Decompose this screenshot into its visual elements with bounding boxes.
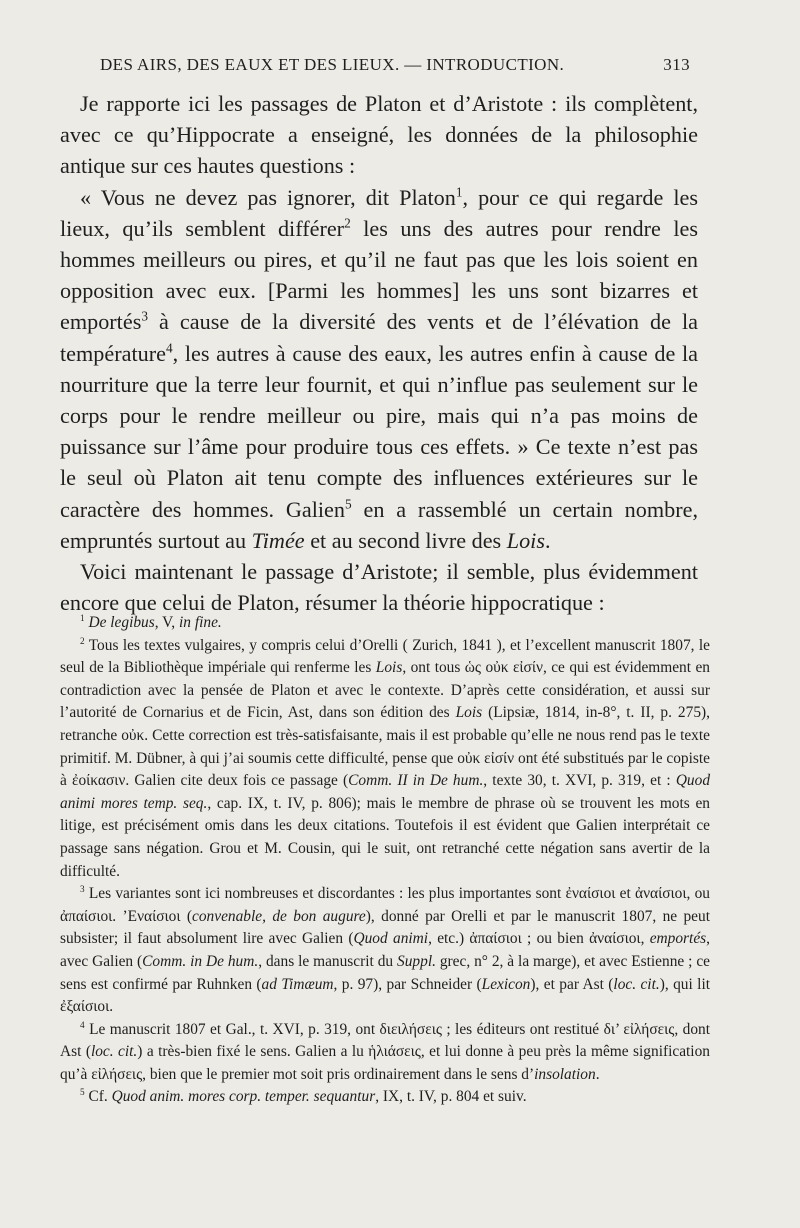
text-run: , IX, t. IV, p. 804 et suiv. <box>375 1088 527 1106</box>
text-run: . <box>595 1065 600 1083</box>
running-title: DES AIRS, DES EAUX ET DES LIEUX. — INTRODUCTION. <box>100 55 565 74</box>
italic-text: Suppl. <box>397 952 436 970</box>
footnote-ref: 1 <box>455 184 463 200</box>
italic-text: Quod animi <box>353 930 429 948</box>
paragraph-3: Voici maintenant le passage d’Aristote; il semble, plus évidemment encore que celui de Platon, résumer la théorie hippocratique : <box>60 559 698 616</box>
footnote-ref: 2 <box>344 215 351 231</box>
footnote-mark: 1 <box>80 612 85 623</box>
text-run: à cause de la diversité des vents et de l’élévation de la température <box>60 309 698 366</box>
italic-title: Timée <box>251 527 305 553</box>
text-run: . <box>544 527 551 553</box>
italic-text: Quod anim. mores corp. temper. sequantur <box>111 1088 376 1106</box>
text-run: , pour ce qui regarde les lieux, qu’ils semblent différer <box>60 184 699 241</box>
text-run: , les autres à cause des eaux, les autres enfin à cause de la nourriture que la terre leur fournit, et qui n’influe pas seulement sur le corps pour le rendre meilleur ou pire, mais qui n’a pas moins de puissance sur l’âme pour produire tous ces effets. » Ce texte n’est pas le seul où Platon ait tenu compte des influences extérieures sur le caractère des hommes. Galien <box>60 340 698 522</box>
text-run: , V, <box>154 614 179 631</box>
main-text <box>60 88 698 618</box>
footnote-5 <box>60 1086 710 1109</box>
text-run: les uns des autres pour rendre les hommes meilleurs ou pires, et qu’il ne faut pas que les lois soient en opposition avec eux. [Parmi les hommes] les uns sont bizarres et emportés <box>60 215 699 335</box>
italic-text: in fine. <box>179 614 222 631</box>
page-number: 313 <box>663 55 690 74</box>
text-run: , dans le manuscrit du <box>258 952 398 970</box>
italic-text: Comm. II in De hum. <box>348 772 484 790</box>
text-run: ), et par Ast ( <box>530 975 614 993</box>
footnote-mark: 4 <box>80 1019 85 1030</box>
text-run: et au second livre des <box>304 527 507 553</box>
footnote-ref: 4 <box>165 340 173 356</box>
italic-text: convenable, de bon augure <box>192 907 366 925</box>
text-run: Le manuscrit 1807 et Gal., t. XVI, p. 319, ont διειλήσεις ; les éditeurs ont restitué δι’ εἰλήσεις, dont Ast ( <box>60 1020 710 1061</box>
footnote-mark: 2 <box>80 635 85 646</box>
italic-text: Lois <box>375 659 403 677</box>
footnote-ref: 3 <box>141 309 148 325</box>
text-run: (Lipsiæ, 1814, in-8°, t. II, p. 275), retranche οὐκ. Cette correction est très-satisfaisante, mais il est probable qu’elle ne nous rend pas le texte primitif. M. Dübner, à qui j’ai soumis cette difficulté, pense que οὐκ εἰσίν ont été substitués par le copiste à ἐοίκασιν. Galien cite deux fois ce passage ( <box>60 704 710 790</box>
footnote-4 <box>60 1019 710 1087</box>
italic-text: emportés <box>649 930 707 948</box>
italic-text: De legibus <box>88 614 155 631</box>
footnote-1 <box>60 612 710 635</box>
italic-text: Lexicon <box>481 975 531 993</box>
text-run: , cap. IX, t. IV, p. 806); mais le membre de phrase où se trouvent les mots en litige, est précisément omis dans les deux citations. Toutefois il est évident que Galien interprétait ce passage sans négation. Grou et M. Cousin, qui le suit, ont retranché cette négation sans avertir de la difficulté. <box>60 794 710 880</box>
text-run: « Vous ne devez pas ignorer, dit Platon <box>80 184 456 210</box>
italic-text: loc. cit. <box>613 975 660 993</box>
text-run: Tous les textes vulgaires, y compris celui d’Orelli ( Zurich, 1841 ), et l’excellent manuscrit 1807, le seul de la Bibliothèque impériale qui renferme les <box>60 636 710 677</box>
footnote-2 <box>60 635 710 884</box>
text-run: Cf. <box>88 1088 112 1106</box>
footnotes <box>60 612 710 1109</box>
italic-text: Quod animi mores temp. seq. <box>60 772 711 812</box>
text-run: , ont tous ὡς οὐκ εἰσίν, ce qui est évidemment en contradiction avec la pensée de Platon et avec le contexte. D’après cette considération, et aussi sur l’autorité de Cornarius et de Ficin, Ast, dans son édition des <box>60 659 710 722</box>
paragraph-1: Je rapporte ici les passages de Platon et d’Aristote : ils complètent, avec ce qu’Hippocrate a enseigné, les données de la philosophie antique sur ces hautes questions : <box>60 91 698 179</box>
footnote-mark: 3 <box>80 884 85 894</box>
text-run: Les variantes sont ici nombreuses et discordantes : les plus importantes sont ἐναίσιοι et ἀναίσιοι, ou ἀπαίσιοι. ’Εναίσιοι ( <box>60 885 710 925</box>
italic-title: Lois <box>506 527 545 553</box>
italic-text: Lois <box>455 704 483 722</box>
text-run: , etc.) ἀπαίσιοι ; ou bien ἀναίσιοι, <box>428 930 650 948</box>
text-run: ), donné par Orelli et par le manuscrit 1807, ne peut subsister; il faut absolument lire avec Galien ( <box>60 907 710 948</box>
footnote-3 <box>60 883 710 1019</box>
text-run: ) a très-bien fixé le sens. Galien a lu ἡλιάσεις, et lui donne à peu près la même signification qu’à εἰλήσεις, bien que le premier mot soit pris ordinairement dans le sens d’ <box>60 1043 710 1083</box>
paragraph-2 <box>60 182 698 556</box>
italic-text: Comm. in De hum. <box>142 952 259 970</box>
running-header <box>100 55 690 75</box>
footnote-mark: 5 <box>80 1087 85 1098</box>
text-run: , texte 30, t. XVI, p. 319, et : <box>483 772 676 790</box>
text-run: ), qui lit ἐξαίσιοι. <box>60 975 711 1016</box>
text-run: , p. 97), par Schneider ( <box>333 975 482 993</box>
text-run: , avec Galien ( <box>60 930 711 970</box>
italic-text: loc. cit. <box>90 1043 138 1061</box>
text-run: grec, n° 2, à la marge), et avec Estienne ; ce sens est confirmé par Ruhnken ( <box>60 952 710 993</box>
italic-text: ad Timæum <box>261 975 334 993</box>
text-run: en a rassemblé un certain nombre, empruntés surtout au <box>60 496 699 553</box>
footnote-ref: 5 <box>344 496 352 512</box>
italic-text: insolation <box>534 1065 596 1083</box>
